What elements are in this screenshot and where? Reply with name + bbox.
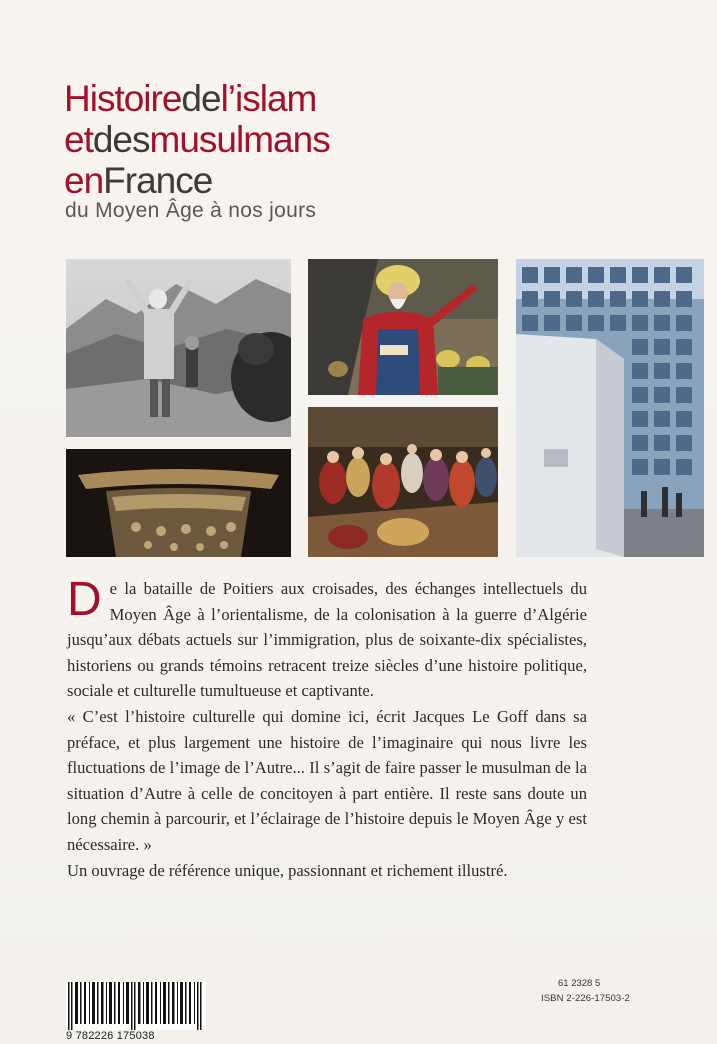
photo-court [308,407,498,557]
photo-desert [66,259,291,437]
subtitle: du Moyen Âge à nos jours [65,199,317,222]
isbn: ISBN 2-226-17503-2 [541,993,630,1004]
barcode [66,982,206,1030]
drop-cap: D [67,573,102,626]
reference-code: 61 2328 5 [558,978,601,989]
book-title [64,78,330,201]
photo-preacher [308,259,498,395]
title-line-1: Histoiredel’islam [64,78,317,119]
blurb-paragraph-2: « C’est l’histoire culturelle qui domine ici, écrit Jacques Le Goff dans sa préface, et plus largement une histoire de l’imaginaire qui nous livre les fluctuations de l’image de l’Autre... Il s’agit de faire passer le musulman de la situation d’Autre à celle de concitoyen à part entière. Il reste sans doute un long chemin à parcourir, et l’éclairage de l’histoire depuis le Moyen Âge y est nécessaire. » [67,706,587,854]
title-line-3: enFrance [64,160,213,201]
back-cover-blurb [67,573,587,883]
title-line-2: etdesmusulmans [64,119,330,160]
barcode-number: 9 782226 175038 [66,1030,155,1042]
blurb-paragraph-3: Un ouvrage de référence unique, passionnant et richement illustré. [67,860,508,880]
photo-basin [66,449,291,557]
photo-institute [516,259,704,557]
blurb-paragraph-1: e la bataille de Poitiers aux croisades, des échanges intellectuels du Moyen Âge à l’orientalisme, de la colonisation à la guerre d’Algérie jusqu’aux débats actuels sur l’immigration, plus de soixante-dix spécialistes, historiens ou grands témoins retracent treize siècles d’une histoire politique, sociale et culturelle tumultueuse et captivante. [67,579,587,701]
